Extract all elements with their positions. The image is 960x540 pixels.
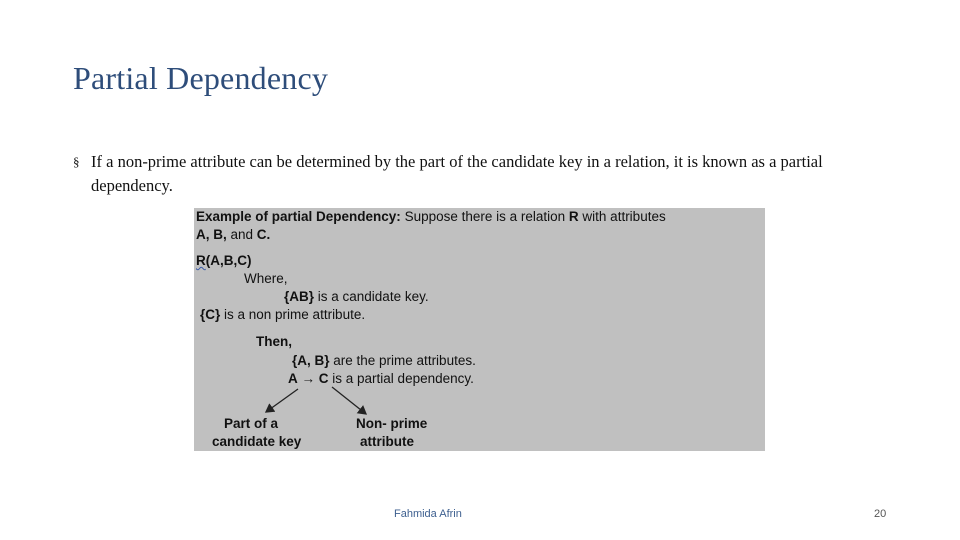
example-attributes-line: A, B, and C. [196, 227, 271, 242]
right-label-line2: attribute [360, 434, 414, 449]
non-prime-line: {C} is a non prime attribute. [200, 307, 366, 322]
partial-dependency-example-image [194, 208, 765, 451]
prime-attributes-line: {A, B} are the prime attributes. [292, 353, 476, 368]
dependency-arrow: → [301, 371, 316, 386]
relation-schema: R(A,B,C) [196, 253, 252, 268]
bullet-marker: § [73, 154, 80, 169]
left-label-line2: candidate key [212, 434, 302, 449]
bullet-text: If a non-prime attribute can be determined by the part of the candidate key in a relation, it is known as a partial dependency. [91, 152, 823, 195]
candidate-key-line: {AB} is a candidate key. [284, 289, 429, 304]
partial-dependency-line: A → C is a partial dependency. [288, 371, 474, 386]
arrow-to-non-prime [332, 387, 366, 414]
arrow-to-candidate-key [266, 389, 298, 412]
then-label: Then, [256, 334, 292, 349]
relation-name-underlined: R [196, 253, 206, 268]
example-intro-line: Example of partial Dependency: Suppose there is a relation R with attributes [196, 209, 666, 224]
annotation-arrows [194, 208, 765, 451]
left-label-line1: Part of a [224, 416, 279, 431]
footer-author: Fahmida Afrin [394, 508, 462, 520]
page-number: 20 [874, 508, 887, 520]
where-label: Where, [244, 271, 288, 286]
right-label-line1: Non- prime [356, 416, 428, 431]
bullet-point [73, 150, 903, 198]
slide-title: Partial Dependency [73, 60, 329, 96]
